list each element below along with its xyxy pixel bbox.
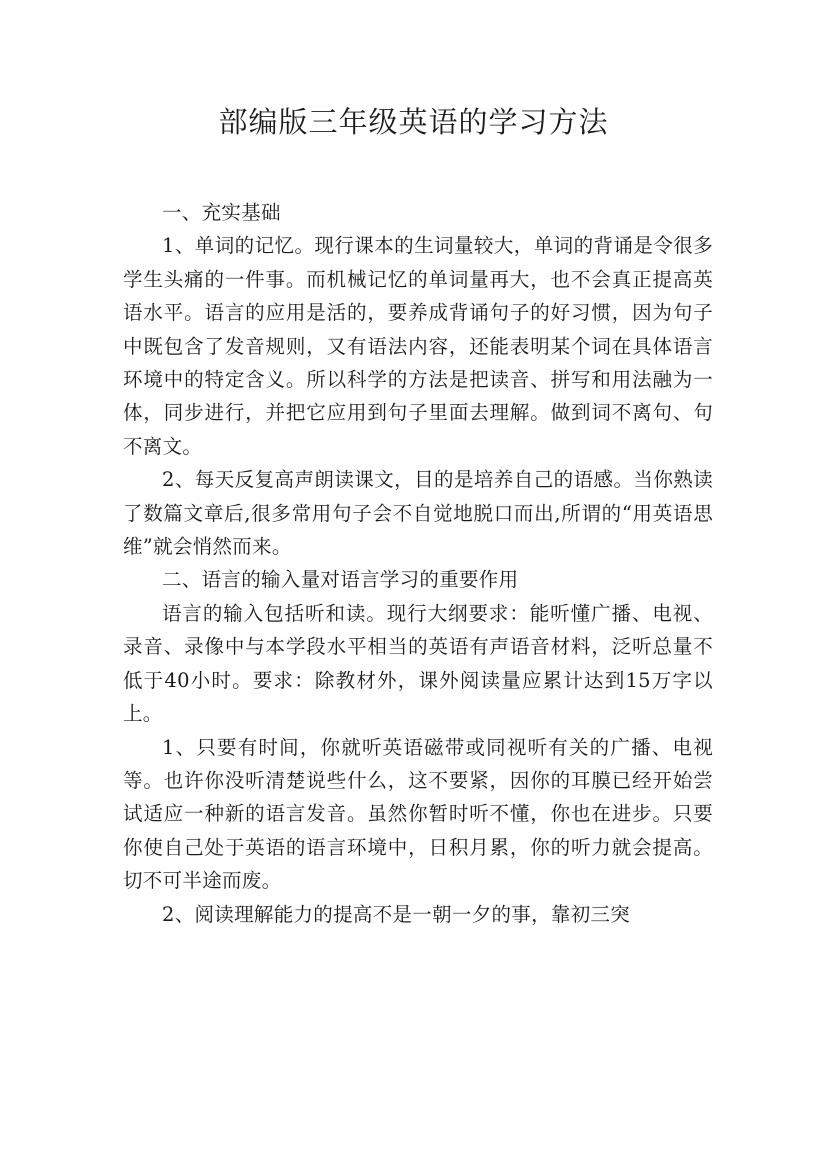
paragraph-word-memory: 1、单词的记忆。现行课本的生词量较大，单词的背诵是令很多学生头痛的一件事。而机械记忆的单词量再大，也不会真正提高英语水平。语言的应用是活的，要养成背诵句子的好习惯，因为句子中既包含了发音规则，又有语法内容，还能表明某个词在具体语言环境中的特定含义。所以科学的方法是把读音、拼写和用法融为一体，同步进行，并把它应用到句子里面去理解。做到词不离句、句不离文。 — [123, 234, 713, 458]
paragraph-input-requirements: 语言的输入包括听和读。现行大纲要求：能听懂广播、电视、录音、录像中与本学段水平相当的英语有声语音材料，泛听总量不低于40小时。要求：除教材外，课外阅读量应累计达到15万字以上。 — [123, 601, 713, 726]
section-heading-language-input: 二、语言的输入量对语言学习的重要作用 — [162, 568, 519, 592]
section-heading-foundation: 一、充实基础 — [162, 201, 281, 224]
paragraph-reading-aloud: 2、每天反复高声朗读课文，目的是培养自己的语感。当你熟读了数篇文章后,很多常用句子会不自觉地脱口而出,所谓的“用英语思维”就会悄然而来。 — [123, 468, 713, 559]
document-body — [123, 196, 713, 931]
document-title: 部编版三年级英语的学习方法 — [218, 105, 609, 139]
paragraph-listening: 1、只要有时间，你就听英语磁带或同视听有关的广播、电视等。也许你没听清楚说些什么，这不要紧，因你的耳膜已经开始尝试适应一种新的语言发音。虽然你暂时听不懂，你也在进步。只要你使自己处于英语的语言环境中，日积月累，你的听力就会提高。切不可半途而废。 — [123, 735, 713, 893]
paragraph-reading-comprehension: 2、阅读理解能力的提高不是一朝一夕的事，靠初三突 — [162, 902, 631, 926]
